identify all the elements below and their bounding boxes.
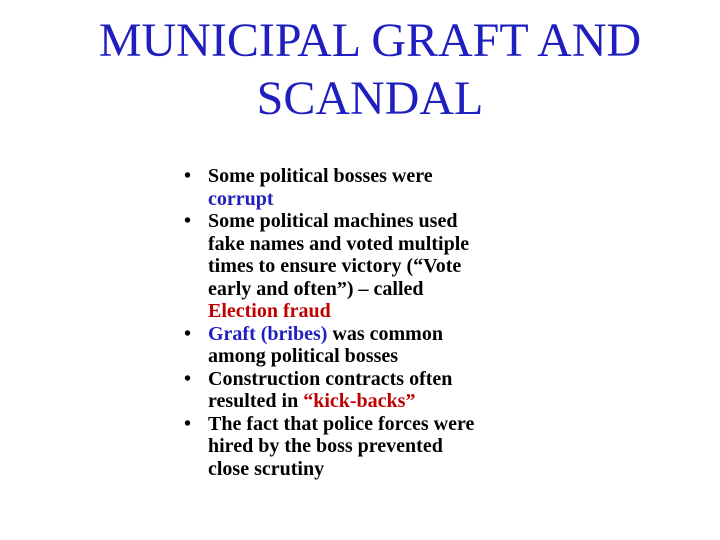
bullet-text: hired by the boss prevented	[208, 435, 443, 457]
bullet-text: resulted in	[208, 390, 304, 412]
bullet-item	[184, 368, 564, 413]
bullet-text: Some political machines used	[208, 210, 458, 232]
bullet-text: among political bosses	[208, 345, 399, 367]
bullet-text: early and often”) – called	[208, 277, 424, 300]
bullet-line	[208, 390, 564, 413]
bullet-item	[184, 323, 564, 368]
bullet-text: times to ensure victory (“Vote	[208, 255, 462, 277]
bullet-marker: •	[184, 322, 192, 345]
bullet-text: The fact that police forces were	[208, 412, 475, 435]
slide-title-line-1: MUNICIPAL GRAFT AND	[98, 14, 642, 67]
bullet-list	[184, 165, 564, 480]
bullet-text: Some political bosses were	[208, 165, 433, 187]
bullet-line	[208, 323, 564, 346]
bullet-text: close scrutiny	[208, 457, 325, 480]
bullet-text: fake names and voted multiple	[208, 232, 470, 255]
bullet-marker: •	[184, 210, 192, 232]
bullet-highlight-text: Election fraud	[208, 300, 331, 322]
bullet-marker: •	[184, 367, 192, 390]
bullet-item	[184, 413, 564, 481]
bullet-highlight-text: Graft (bribes)	[208, 322, 328, 345]
slide-title-line-2: SCANDAL	[256, 72, 484, 125]
bullet-marker: •	[184, 165, 192, 187]
bullet-highlight-text: corrupt	[208, 187, 274, 210]
bullet-item	[184, 165, 564, 210]
bullet-text: was common	[327, 322, 443, 345]
bullet-marker: •	[184, 412, 192, 435]
slide-title	[60, 12, 680, 128]
bullet-highlight-text: “kick-backs”	[303, 390, 416, 412]
bullet-text: Construction contracts often	[208, 367, 453, 390]
bullet-item	[184, 210, 564, 323]
